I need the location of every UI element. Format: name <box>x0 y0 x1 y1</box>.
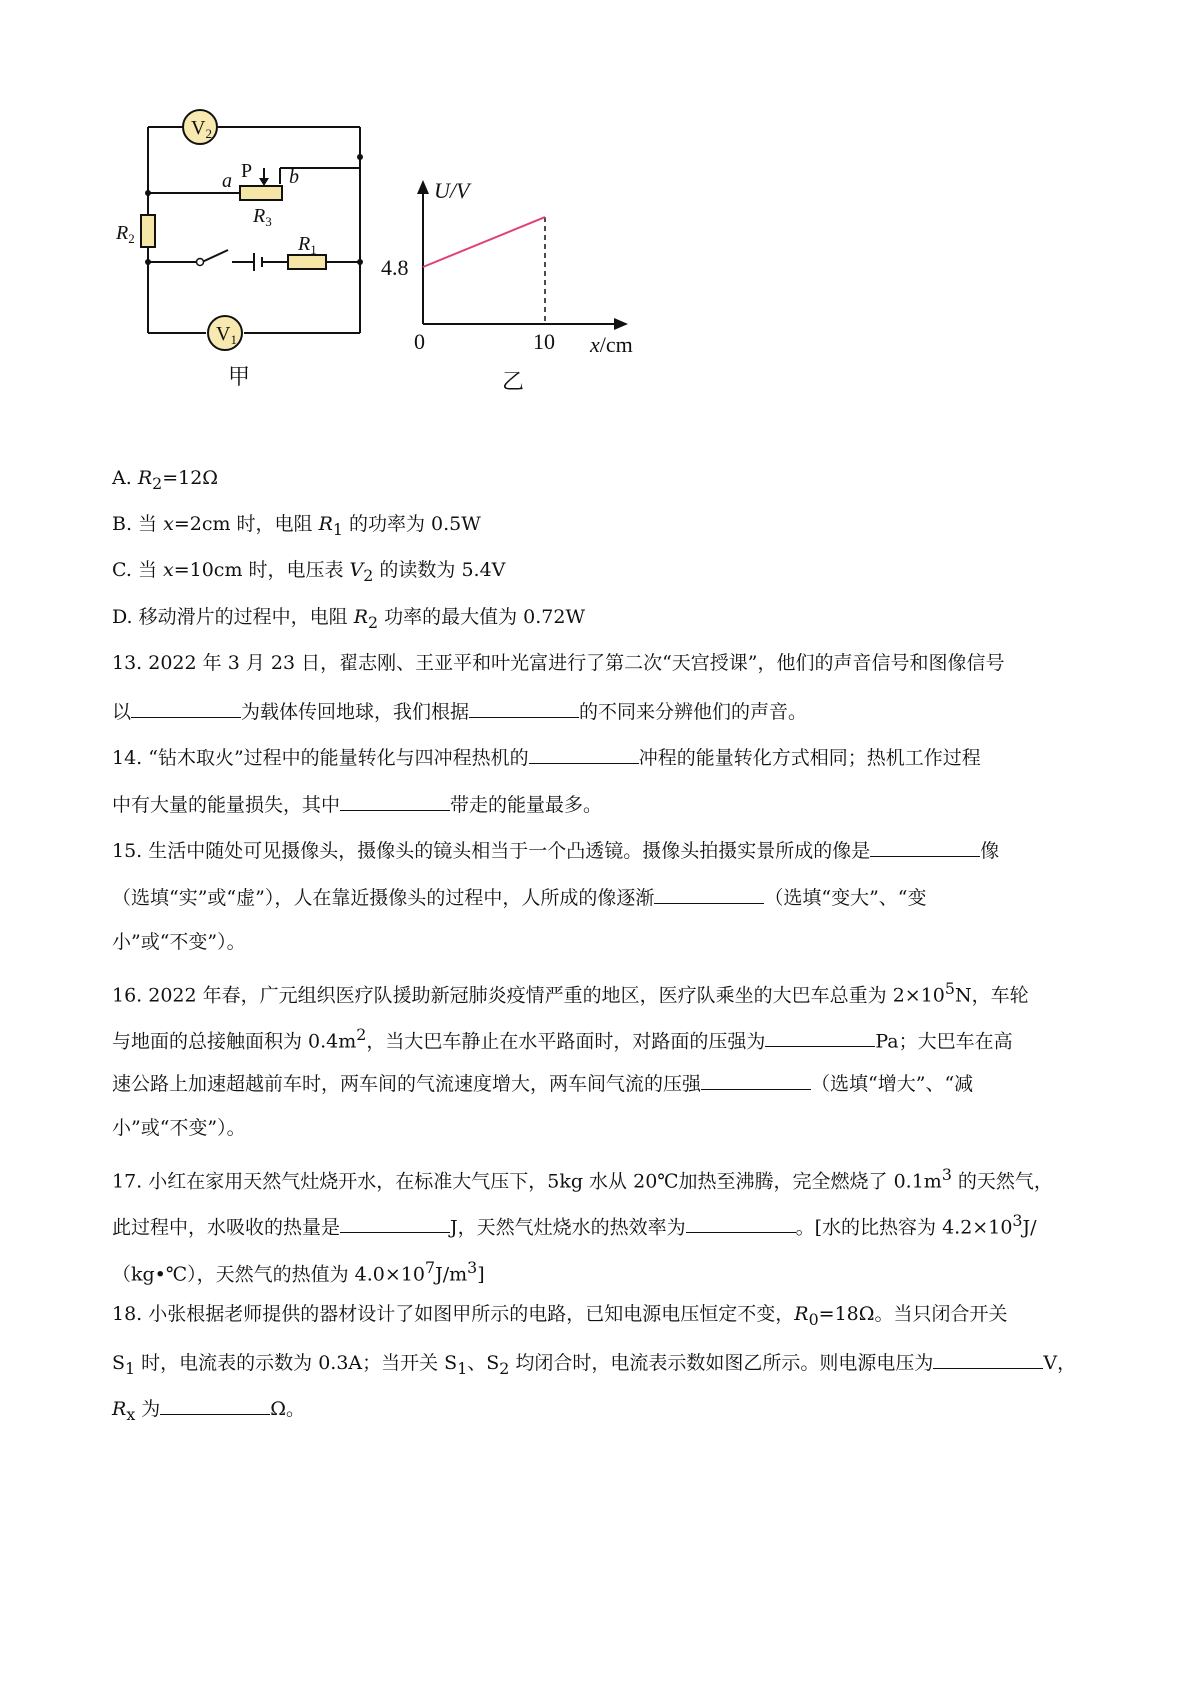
question-18-line-3: $R_x$ 为 Ω。 <box>112 1394 305 1428</box>
answer-blank[interactable] <box>870 836 980 857</box>
figure-yi-caption: 乙 <box>502 370 525 395</box>
question-13-line-1: 13. 2022 年 3 月 23 日，翟志刚、王亚平和叶光富进行了第二次“天宫授课”，他们的声音信号和图像信号 <box>112 652 1005 674</box>
answer-blank[interactable] <box>529 743 639 764</box>
answer-blank[interactable] <box>654 883 764 904</box>
resistor-r2-label: $R_2$ <box>116 222 135 246</box>
resistor-r3 <box>240 186 282 200</box>
answer-blank[interactable] <box>701 1069 811 1090</box>
question-17-line-1: 17. 小红在家用天然气灶烧开水，在标准大气压下，5kg 水从 20℃加热至沸腾，完全燃烧了 $0.1m^3$ 的天然气， <box>112 1165 1053 1193</box>
question-13-line-2: 以 为载体传回地球，我们根据 的不同来分辨他们的声音。 <box>112 697 807 725</box>
slider-p-label: P <box>241 160 253 182</box>
circuit-diagram-jia <box>148 127 360 333</box>
option-d: D. 移动滑片的过程中，电阻 $R_2$ 功率的最大值为 0.72W <box>112 606 585 632</box>
y-axis-label: U/V <box>434 178 470 203</box>
terminal-a-label: a <box>222 170 232 192</box>
x-tick-label: 10 <box>533 329 555 354</box>
switch-contact <box>197 259 204 266</box>
option-b: B. 当 x=2cm 时，电阻 $R_1$ 的功率为 0.5W <box>112 513 481 539</box>
junction-dot <box>357 259 363 265</box>
answer-blank[interactable] <box>933 1348 1043 1369</box>
answer-blank[interactable] <box>340 790 450 811</box>
slider-arrowhead <box>259 178 269 186</box>
answer-blank[interactable] <box>686 1212 796 1233</box>
origin-label: 0 <box>414 329 425 354</box>
question-18-line-2: $S_1$ 时，电流表的示数为 0.3A；当开关 $S_1$、$S_2$ 均闭合时，电流表示数如图乙所示。则电源电压为 V， <box>112 1348 1076 1382</box>
question-16-line-1: 16. 2022 年春，广元组织医疗队援助新冠肺炎疫情严重的地区，医疗队乘坐的大巴车总重为 $2\times 10^5N$，车轮 <box>112 979 1029 1007</box>
answer-blank[interactable] <box>340 1212 450 1233</box>
graph-yi <box>381 178 633 395</box>
answer-blank[interactable] <box>469 697 579 718</box>
resistor-r1-label: $R_1$ <box>298 233 317 257</box>
question-14-line-1: 14. “钻木取火”过程中的能量转化与四冲程热机的 冲程的能量转化方式相同；热机工作过程 <box>112 743 981 771</box>
y-axis-arrow <box>417 180 429 194</box>
voltmeter-v1-label: $V_1$ <box>216 323 237 347</box>
series-line-u <box>423 217 545 267</box>
resistor-r1 <box>288 255 326 269</box>
junction-dot <box>145 190 151 196</box>
voltmeter-v2-label: $V_2$ <box>191 117 212 141</box>
question-15-line-1: 15. 生活中随处可见摄像头，摄像头的镜头相当于一个凸透镜。摄像头拍摄实景所成的像是 像 <box>112 836 999 864</box>
option-c: C. 当 x=10cm 时，电压表 $V_2$ 的读数为 5.4V <box>112 559 506 585</box>
figures <box>0 0 1200 410</box>
question-17-line-2: 此过程中，水吸收的热量是 J，天然气灶烧水的热效率为 。[水的比热容为 $4.2\times 10^3J/$ <box>112 1211 1037 1239</box>
y-tick-label: 4.8 <box>381 255 409 280</box>
question-17-line-3: （kg•℃），天然气的热值为 $4.0\times 10^7J/m^3$] <box>112 1258 485 1286</box>
question-18-line-1: 18. 小张根据老师提供的器材设计了如图甲所示的电路，已知电源电压恒定不变，$R_0=18\Omega$。当只闭合开关 <box>112 1303 1008 1329</box>
answer-blank[interactable] <box>131 697 241 718</box>
resistor-r3-label: $R_3$ <box>253 205 272 229</box>
question-16-line-2: 与地面的总接触面积为 $0.4m^2$，当大巴车静止在水平路面时，对路面的压强为 Pa；大巴车在高 <box>112 1025 1013 1053</box>
terminal-b-label: b <box>289 166 299 188</box>
question-16-line-3: 速公路上加速超越前车时，两车间的气流速度增大，两车间气流的压强 （选填“增大”、“减 <box>112 1069 973 1097</box>
answer-blank[interactable] <box>160 1394 270 1415</box>
answer-blank[interactable] <box>765 1026 875 1047</box>
question-14-line-2: 中有大量的能量损失，其中 带走的能量最多。 <box>112 790 602 818</box>
x-axis-label: x/cm <box>590 332 633 357</box>
question-15-line-2: （选填“实”或“虚”），人在靠近摄像头的过程中，人所成的像逐渐 （选填“变大”、“变 <box>112 883 927 911</box>
x-axis-arrow <box>614 318 628 330</box>
junction-dot <box>145 259 151 265</box>
question-16-line-4: 小”或“不变”）。 <box>112 1117 246 1139</box>
question-15-line-3: 小”或“不变”）。 <box>112 931 246 953</box>
option-a: A. $R_2=12\Omega$ <box>112 467 219 493</box>
junction-dot <box>357 154 363 160</box>
figure-jia-caption: 甲 <box>228 365 251 390</box>
resistor-r2 <box>141 215 155 247</box>
